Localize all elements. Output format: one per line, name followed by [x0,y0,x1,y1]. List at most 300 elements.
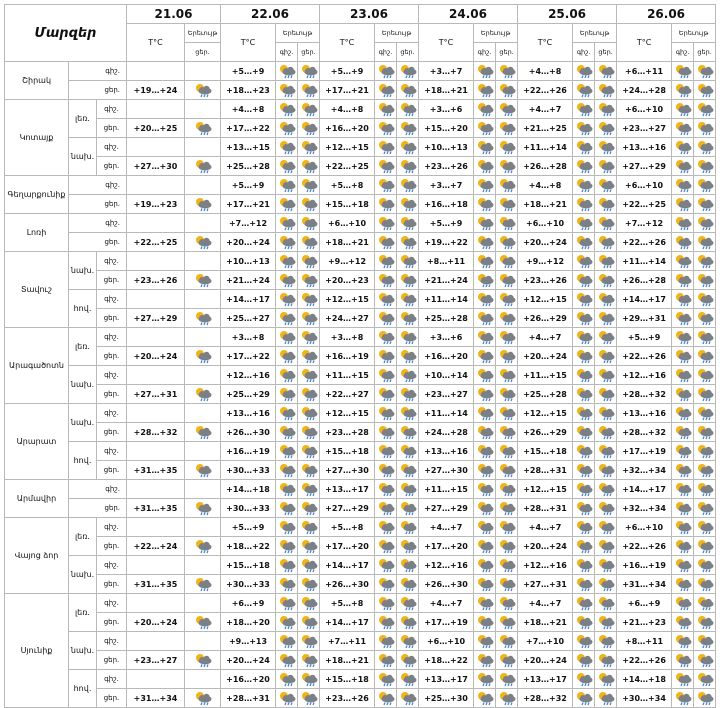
phenomenon-day-subheader: ցեր. [694,43,716,62]
table-row [5,594,716,613]
sun-cloud-rain-icon [376,463,396,478]
phenomenon-cell [375,214,397,233]
sun-cloud-rain-icon [398,83,418,98]
phenomenon-cell [185,328,221,347]
temperature-cell: +25…+28 [221,157,276,176]
phenomenon-cell [595,347,617,366]
temperature-cell: +20…+24 [518,537,573,556]
phenomenon-cell [474,632,496,651]
sun-cloud-rain-icon [596,64,616,79]
phenomenon-cell [474,423,496,442]
phenomenon-cell [397,81,419,100]
table-row [5,366,716,385]
period-label: գիշ. [69,176,127,195]
period-label: ցեր. [97,347,127,366]
sun-cloud-rain-icon [193,387,213,402]
phenomenon-cell [573,366,595,385]
sun-cloud-rain-icon [574,615,594,630]
temperature-cell: +12…+15 [518,290,573,309]
sun-cloud-rain-icon [695,140,715,155]
phenomenon-cell [694,594,716,613]
phenomenon-cell [573,651,595,670]
phenomenon-cell [595,632,617,651]
sun-cloud-rain-icon [398,425,418,440]
sun-cloud-rain-icon [695,311,715,326]
phenomenon-cell [694,366,716,385]
temperature-cell: +5…+8 [320,594,375,613]
sun-cloud-rain-icon [673,368,693,383]
phenomenon-cell [496,119,518,138]
temperature-cell: +17…+19 [419,613,474,632]
temperature-cell: +32…+34 [617,461,672,480]
region-name: Վայոց ձոր [5,518,69,594]
phenomenon-cell [672,575,694,594]
phenomenon-cell [276,442,298,461]
sun-cloud-rain-icon [193,653,213,668]
period-label: ցեր. [69,233,127,252]
phenomenon-cell [474,271,496,290]
temperature-cell: +6…+10 [419,632,474,651]
phenomenon-cell [573,423,595,442]
sun-cloud-rain-icon [277,444,297,459]
temperature-cell: +31…+35 [127,575,185,594]
sun-cloud-rain-icon [277,425,297,440]
temperature-cell: +4…+7 [419,594,474,613]
sun-cloud-rain-icon [277,254,297,269]
sun-cloud-rain-icon [299,520,319,535]
sun-cloud-rain-icon [277,140,297,155]
sun-cloud-rain-icon [574,273,594,288]
period-label: ցեր. [97,651,127,670]
table-row [5,480,716,499]
temperature-cell: +20…+25 [127,119,185,138]
phenomenon-night-subheader: գիշ. [375,43,397,62]
phenomenon-cell [496,594,518,613]
region-name: Արարատ [5,404,69,480]
phenomenon-cell [694,537,716,556]
sun-cloud-rain-icon [596,387,616,402]
temperature-cell: +27…+29 [419,499,474,518]
sun-cloud-rain-icon [398,292,418,307]
temperature-cell: +6…+11 [617,62,672,81]
sun-cloud-rain-icon [475,216,495,231]
sun-cloud-rain-icon [695,102,715,117]
sun-cloud-rain-icon [596,216,616,231]
phenomenon-cell [185,195,221,214]
temperature-cell [127,62,185,81]
phenomenon-cell [185,119,221,138]
temperature-cell: +6…+9 [617,594,672,613]
sun-cloud-rain-icon [574,64,594,79]
sun-cloud-rain-icon [695,330,715,345]
period-label: գիշ. [97,670,127,689]
phenomenon-cell [573,347,595,366]
phenomenon-cell [375,176,397,195]
phenomenon-cell [397,613,419,632]
phenomenon-cell [474,176,496,195]
phenomenon-cell [573,271,595,290]
sun-cloud-rain-icon [497,330,517,345]
sun-cloud-rain-icon [596,273,616,288]
sun-cloud-rain-icon [695,691,715,706]
sun-cloud-rain-icon [596,406,616,421]
period-label: գիշ. [69,214,127,233]
sun-cloud-rain-icon [574,159,594,174]
sun-cloud-rain-icon [475,520,495,535]
phenomenon-cell [185,594,221,613]
sun-cloud-rain-icon [475,254,495,269]
phenomenon-cell [573,404,595,423]
phenomenon-cell [185,385,221,404]
sun-cloud-rain-icon [574,140,594,155]
phenomenon-cell [496,157,518,176]
sun-cloud-rain-icon [299,197,319,212]
sun-cloud-rain-icon [673,159,693,174]
phenomenon-cell [573,252,595,271]
phenomenon-cell [694,347,716,366]
temperature-cell: +9…+13 [221,632,276,651]
sun-cloud-rain-icon [299,482,319,497]
table-row [5,119,716,138]
table-row [5,62,716,81]
sun-cloud-rain-icon [596,311,616,326]
phenomenon-cell [298,328,320,347]
phenomenon-cell [672,480,694,499]
sun-cloud-rain-icon [398,444,418,459]
sun-cloud-rain-icon [596,178,616,193]
phenomenon-cell [298,252,320,271]
sun-cloud-rain-icon [398,273,418,288]
temp-column-header: T°C [617,24,672,62]
sun-cloud-rain-icon [376,577,396,592]
phenomenon-cell [595,556,617,575]
phenomenon-night-subheader: գիշ. [474,43,496,62]
temp-column-header: T°C [127,24,185,62]
phenomenon-cell [496,176,518,195]
temperature-cell: +20…+24 [127,347,185,366]
phenomenon-cell [573,214,595,233]
sun-cloud-rain-icon [497,121,517,136]
sun-cloud-rain-icon [574,368,594,383]
phenomenon-day-subheader: ցեր. [185,43,221,62]
sun-cloud-rain-icon [574,425,594,440]
sun-cloud-rain-icon [673,349,693,364]
phenomenon-cell [474,556,496,575]
phenomenon-cell [375,81,397,100]
period-label: ցեր. [97,613,127,632]
phenomenon-cell [185,290,221,309]
sun-cloud-rain-icon [475,349,495,364]
temperature-cell: +28…+32 [617,385,672,404]
phenomenon-cell [185,100,221,119]
phenomenon-cell [276,404,298,423]
phenomenon-cell [276,556,298,575]
phenomenon-cell [397,347,419,366]
temperature-cell: +28…+32 [617,423,672,442]
sun-cloud-rain-icon [475,634,495,649]
phenomenon-cell [474,613,496,632]
zone-label: նախ. [69,366,97,404]
phenomenon-cell [185,347,221,366]
phenomenon-cell [672,62,694,81]
table-row [5,138,716,157]
sun-cloud-rain-icon [376,349,396,364]
phenomenon-cell [397,689,419,708]
phenomenon-cell [298,556,320,575]
temperature-cell: +4…+8 [518,62,573,81]
sun-cloud-rain-icon [299,311,319,326]
phenomenon-cell [375,632,397,651]
temperature-cell: +7…+10 [518,632,573,651]
phenomenon-cell [298,670,320,689]
sun-cloud-rain-icon [193,425,213,440]
phenomenon-cell [694,62,716,81]
period-label: ցեր. [97,385,127,404]
sun-cloud-rain-icon [376,121,396,136]
sun-cloud-rain-icon [574,672,594,687]
sun-cloud-rain-icon [277,596,297,611]
temperature-cell: +28…+31 [518,461,573,480]
sun-cloud-rain-icon [277,330,297,345]
temperature-cell: +26…+30 [419,575,474,594]
temperature-cell: +3…+6 [419,100,474,119]
phenomenon-cell [694,442,716,461]
phenomenon-cell [694,328,716,347]
sun-cloud-rain-icon [299,444,319,459]
phenomenon-cell [397,233,419,252]
temperature-cell: +22…+26 [518,81,573,100]
phenomenon-cell [375,62,397,81]
temperature-cell: +3…+6 [419,328,474,347]
sun-cloud-rain-icon [695,558,715,573]
phenomenon-cell [694,290,716,309]
phenomenon-cell [185,252,221,271]
phenomenon-cell [375,423,397,442]
phenomenon-cell [573,309,595,328]
phenomenon-cell [496,423,518,442]
forecast-body [5,62,716,708]
sun-cloud-rain-icon [376,216,396,231]
region-name: Լոռի [5,214,69,252]
sun-cloud-rain-icon [695,83,715,98]
phenomenon-cell [672,404,694,423]
table-row [5,613,716,632]
sun-cloud-rain-icon [695,273,715,288]
sun-cloud-rain-icon [398,254,418,269]
sun-cloud-rain-icon [574,653,594,668]
phenomenon-cell [298,651,320,670]
sun-cloud-rain-icon [673,216,693,231]
sun-cloud-rain-icon [277,558,297,573]
temperature-cell: +18…+21 [320,651,375,670]
phenomenon-cell [276,62,298,81]
sun-cloud-rain-icon [497,501,517,516]
phenomenon-cell [595,670,617,689]
temperature-cell: +22…+26 [617,233,672,252]
phenomenon-cell [672,689,694,708]
sun-cloud-rain-icon [574,444,594,459]
sun-cloud-rain-icon [475,653,495,668]
sun-cloud-rain-icon [596,672,616,687]
sun-cloud-rain-icon [695,387,715,402]
zone-label: նախ. [69,252,97,290]
phenomenon-cell [375,119,397,138]
temperature-cell: +14…+17 [617,290,672,309]
sun-cloud-rain-icon [574,102,594,117]
phenomenon-cell [474,290,496,309]
phenomenon-cell [397,385,419,404]
phenomenon-cell [298,461,320,480]
phenomenon-cell [298,499,320,518]
sun-cloud-rain-icon [574,235,594,250]
temperature-cell: +26…+29 [518,423,573,442]
sun-cloud-rain-icon [277,520,297,535]
sun-cloud-rain-icon [475,463,495,478]
sun-cloud-rain-icon [497,444,517,459]
sun-cloud-rain-icon [695,159,715,174]
phenomenon-cell [672,195,694,214]
phenomenon-column-header: Երեւույթ [276,24,320,43]
temperature-cell: +11…+15 [320,366,375,385]
temperature-cell: +16…+19 [320,347,375,366]
temperature-cell: +13…+17 [518,670,573,689]
phenomenon-cell [595,290,617,309]
temperature-cell: +21…+25 [518,119,573,138]
temperature-cell: +14…+17 [320,556,375,575]
temperature-cell: +15…+18 [320,195,375,214]
phenomenon-cell [298,138,320,157]
phenomenon-cell [276,537,298,556]
phenomenon-cell [595,423,617,442]
sun-cloud-rain-icon [398,691,418,706]
temperature-cell: +6…+10 [617,100,672,119]
phenomenon-cell [276,252,298,271]
sun-cloud-rain-icon [673,140,693,155]
sun-cloud-rain-icon [398,577,418,592]
sun-cloud-rain-icon [673,539,693,554]
sun-cloud-rain-icon [277,482,297,497]
phenomenon-cell [672,176,694,195]
table-row [5,442,716,461]
phenomenon-cell [694,613,716,632]
sun-cloud-rain-icon [277,349,297,364]
sun-cloud-rain-icon [596,140,616,155]
temperature-cell: +27…+30 [320,461,375,480]
sun-cloud-rain-icon [596,691,616,706]
phenomenon-cell [298,537,320,556]
sun-cloud-rain-icon [376,691,396,706]
phenomenon-cell [573,62,595,81]
phenomenon-cell [672,100,694,119]
phenomenon-cell [397,214,419,233]
sun-cloud-rain-icon [376,64,396,79]
phenomenon-cell [496,632,518,651]
phenomenon-cell [474,670,496,689]
temperature-cell: +7…+11 [320,632,375,651]
phenomenon-cell [298,309,320,328]
sun-cloud-rain-icon [398,330,418,345]
temperature-cell: +26…+30 [221,423,276,442]
sun-cloud-rain-icon [475,691,495,706]
forecast-table [4,4,716,708]
sun-cloud-rain-icon [695,520,715,535]
zone-label: հով. [69,442,97,480]
sun-cloud-rain-icon [277,235,297,250]
phenomenon-cell [185,670,221,689]
phenomenon-cell [185,461,221,480]
sun-cloud-rain-icon [497,273,517,288]
phenomenon-cell [375,252,397,271]
temperature-cell: +17…+20 [320,537,375,556]
phenomenon-cell [276,689,298,708]
phenomenon-cell [185,689,221,708]
period-label: գիշ. [69,62,127,81]
sun-cloud-rain-icon [376,159,396,174]
phenomenon-cell [694,176,716,195]
table-row [5,575,716,594]
phenomenon-cell [397,632,419,651]
temperature-cell: +28…+31 [518,499,573,518]
phenomenon-column-header: Երեւույթ [672,24,716,43]
phenomenon-cell [694,461,716,480]
phenomenon-cell [672,290,694,309]
sun-cloud-rain-icon [695,406,715,421]
temperature-cell: +21…+24 [419,271,474,290]
sun-cloud-rain-icon [299,539,319,554]
phenomenon-cell [474,518,496,537]
sun-cloud-rain-icon [574,501,594,516]
temperature-cell: +9…+12 [518,252,573,271]
phenomenon-cell [694,214,716,233]
temperature-cell: +10…+13 [221,252,276,271]
sun-cloud-rain-icon [193,121,213,136]
region-name: Գեղարքունիք [5,176,69,214]
phenomenon-cell [496,499,518,518]
sun-cloud-rain-icon [497,482,517,497]
temperature-cell: +19…+24 [127,81,185,100]
sun-cloud-rain-icon [299,596,319,611]
phenomenon-cell [375,366,397,385]
sun-cloud-rain-icon [695,64,715,79]
date-header: 25.06 [518,5,617,24]
period-label: գիշ. [97,442,127,461]
period-label: ցեր. [97,575,127,594]
phenomenon-cell [298,81,320,100]
sun-cloud-rain-icon [376,330,396,345]
phenomenon-cell [573,233,595,252]
temperature-cell: +29…+31 [617,309,672,328]
sun-cloud-rain-icon [497,653,517,668]
sun-cloud-rain-icon [673,577,693,592]
sun-cloud-rain-icon [695,444,715,459]
phenomenon-cell [573,480,595,499]
sun-cloud-rain-icon [277,387,297,402]
phenomenon-cell [474,366,496,385]
sun-cloud-rain-icon [596,121,616,136]
period-label: ցեր. [97,157,127,176]
sun-cloud-rain-icon [695,178,715,193]
sun-cloud-rain-icon [574,691,594,706]
temperature-cell: +17…+22 [221,347,276,366]
phenomenon-cell [397,62,419,81]
phenomenon-cell [573,385,595,404]
sun-cloud-rain-icon [596,482,616,497]
phenomenon-cell [298,290,320,309]
phenomenon-cell [397,195,419,214]
phenomenon-cell [375,689,397,708]
region-name: Արմավիր [5,480,69,518]
sun-cloud-rain-icon [376,83,396,98]
